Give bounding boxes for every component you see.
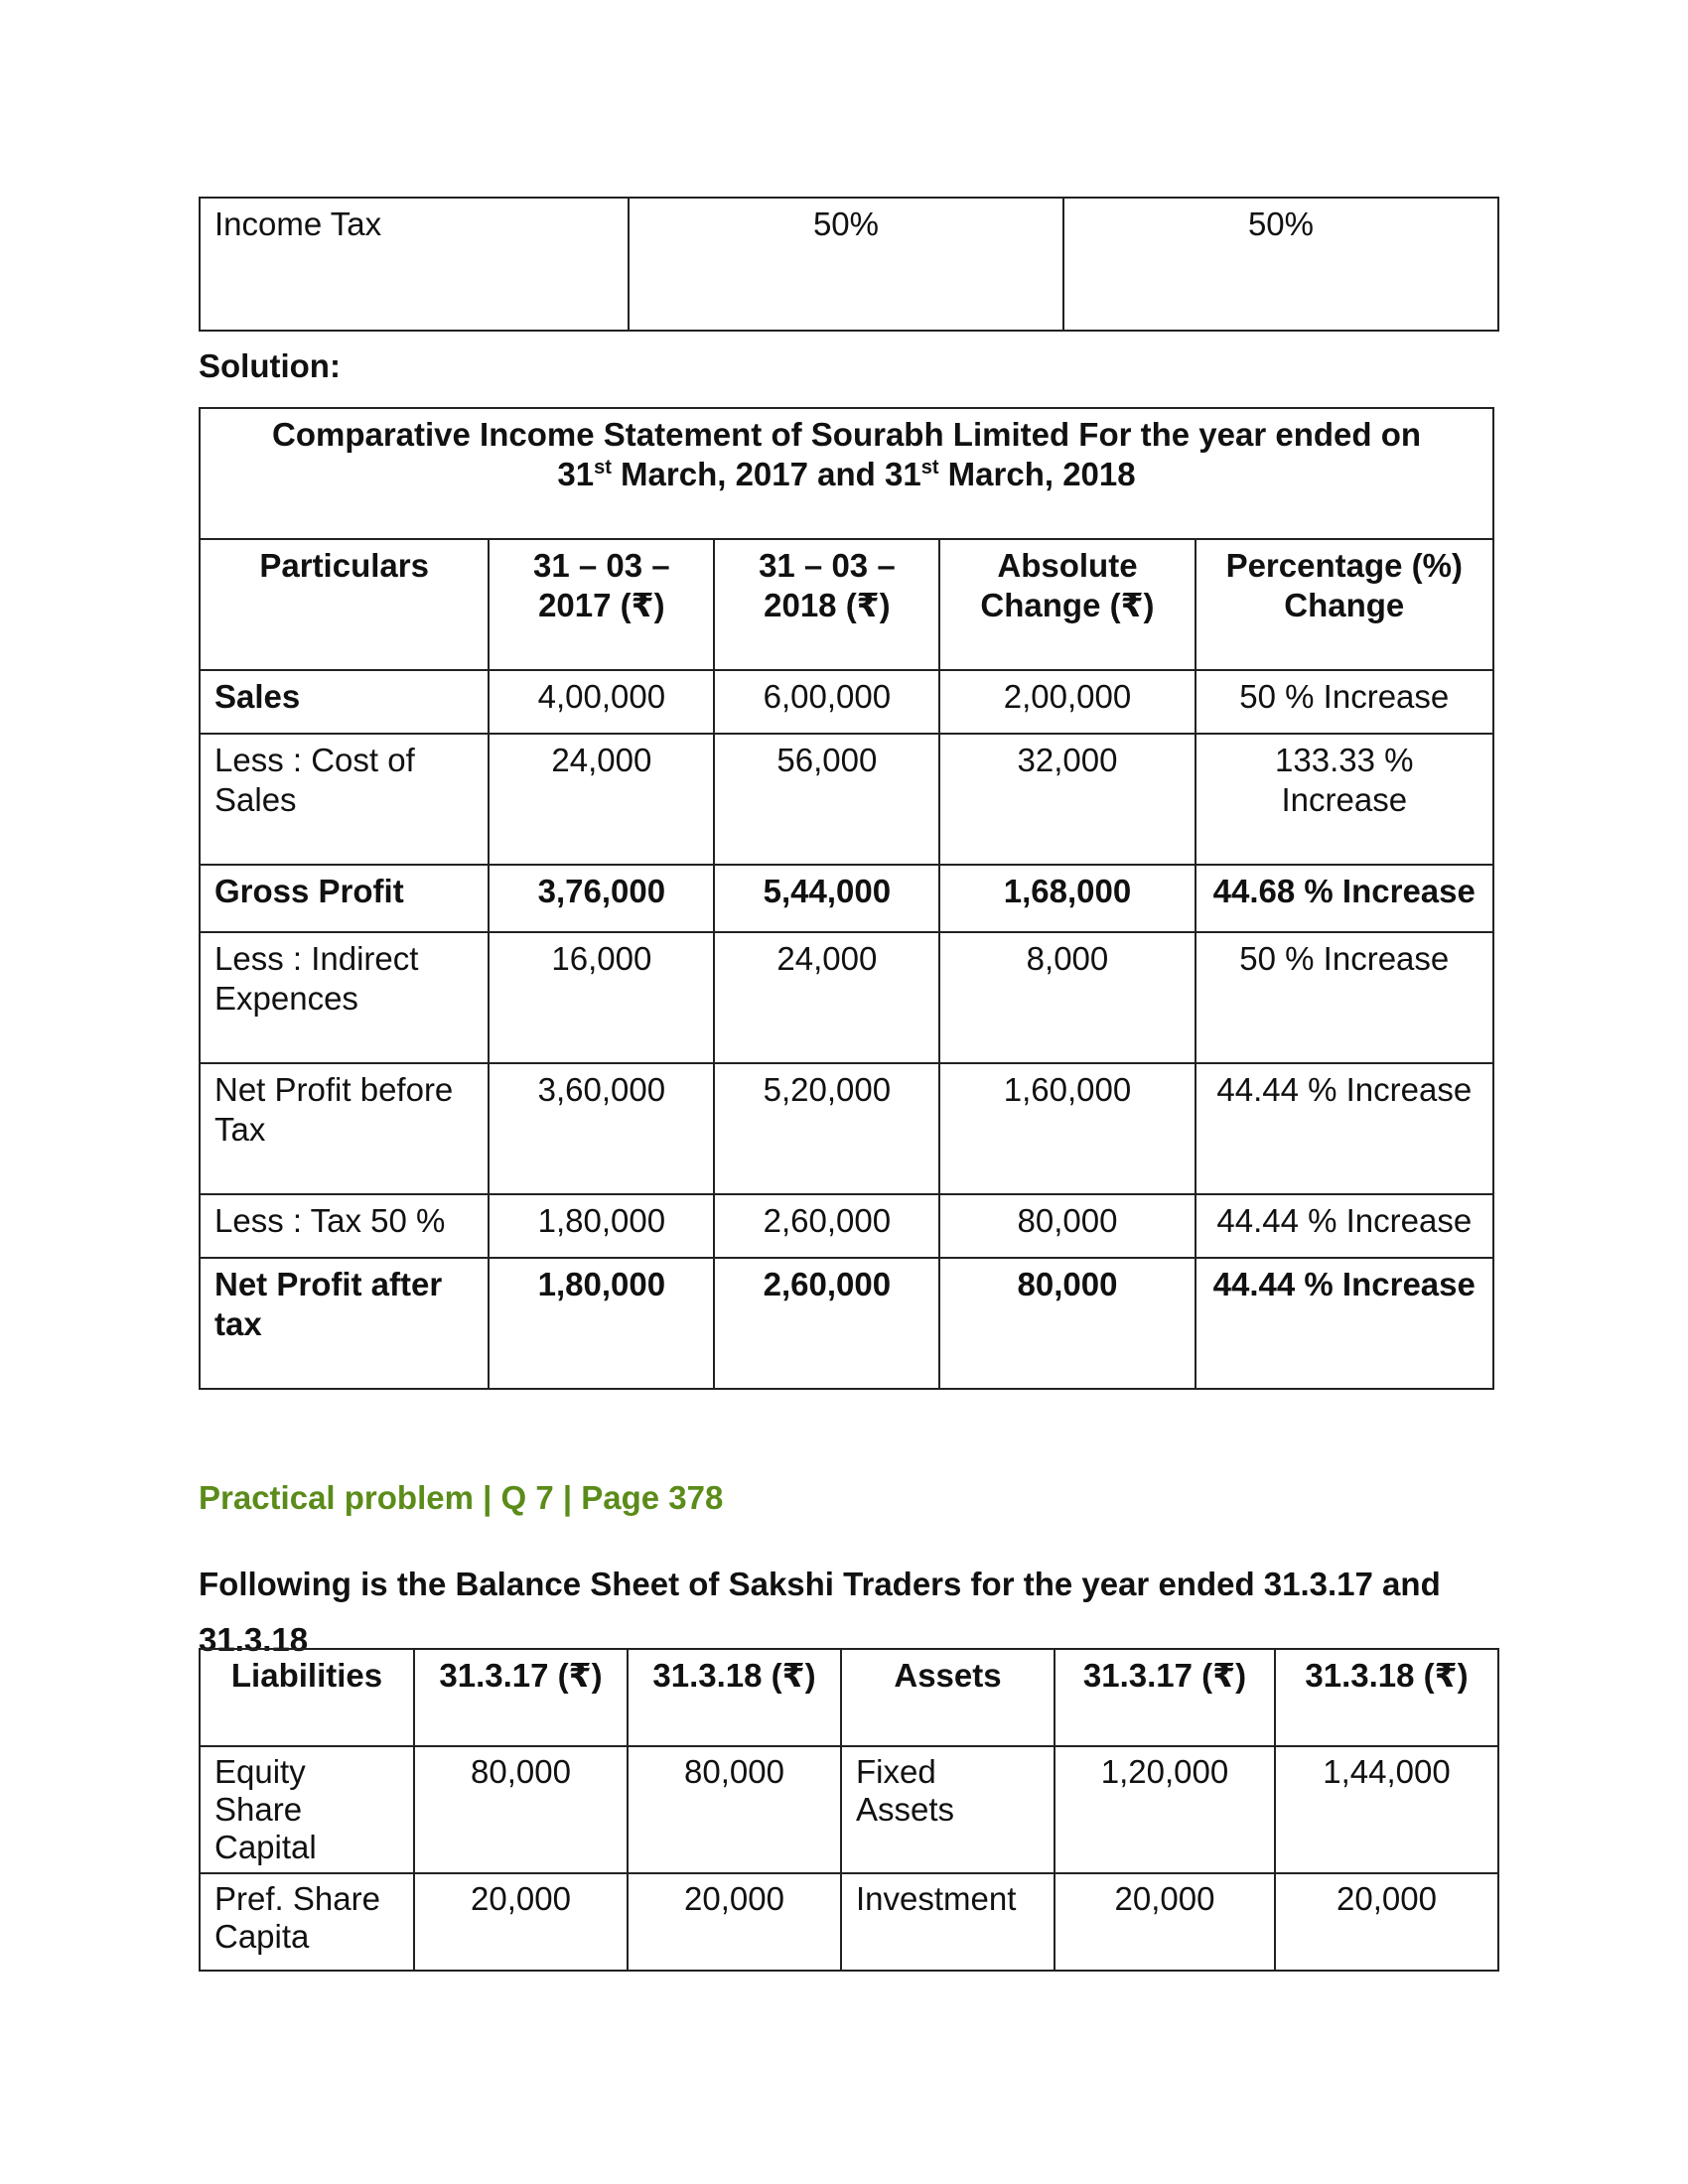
- table-row: [200, 932, 1493, 1063]
- intro-text: Following is the Balance Sheet of Sakshi Traders for the year ended 31.3.17 and 31.3.18: [199, 1566, 1441, 1658]
- header-particulars: Particulars: [200, 539, 489, 670]
- table-row: [200, 865, 1493, 932]
- value-2018-cell: 24,000: [714, 932, 939, 1063]
- percentage-change-cell: 44.44 % Increase: [1196, 1258, 1493, 1389]
- asset-2017-cell: 20,000: [1055, 1873, 1275, 1971]
- table-row: [200, 1194, 1493, 1258]
- value-2017-cell: 4,00,000: [489, 670, 714, 734]
- header-percentage-change: Percentage (%) Change: [1196, 539, 1493, 670]
- particular-cell: Less : Indirect Expences: [200, 932, 489, 1063]
- absolute-change-cell: 1,68,000: [939, 865, 1195, 932]
- table-row: [200, 1258, 1493, 1389]
- absolute-change-cell: 1,60,000: [939, 1063, 1195, 1194]
- header-absolute-change: Absolute Change (₹): [939, 539, 1195, 670]
- header-row: [200, 1649, 1498, 1746]
- value-2018-cell: 5,44,000: [714, 865, 939, 932]
- percentage-change-cell: 50 % Increase: [1196, 670, 1493, 734]
- asset-2018-cell: 1,44,000: [1275, 1746, 1498, 1873]
- percentage-change-cell: 44.68 % Increase: [1196, 865, 1493, 932]
- header-liab-2018: 31.3.18 (₹): [628, 1649, 841, 1746]
- income-statement-table: [199, 407, 1494, 1390]
- value-2017-cell: 1,80,000: [489, 1194, 714, 1258]
- header-2018: 31 – 03 – 2018 (₹): [714, 539, 939, 670]
- particular-cell: Less : Tax 50 %: [200, 1194, 489, 1258]
- header-assets: Assets: [841, 1649, 1055, 1746]
- particular-cell: Sales: [200, 670, 489, 734]
- income-tax-table: [199, 197, 1499, 332]
- practical-heading: Practical problem | Q 7 | Page 378: [199, 1479, 724, 1516]
- value-2017-cell: 3,60,000: [489, 1063, 714, 1194]
- percentage-change-cell: 44.44 % Increase: [1196, 1063, 1493, 1194]
- table-title-row: [200, 408, 1493, 539]
- percentage-change-cell: 133.33 % Increase: [1196, 734, 1493, 865]
- value-2017-cell: 24,000: [489, 734, 714, 865]
- table-row: [200, 1873, 1498, 1971]
- liab-2017-cell: 80,000: [414, 1746, 628, 1873]
- particular-cell: Net Profit before Tax: [200, 1063, 489, 1194]
- header-2017: 31 – 03 – 2017 (₹): [489, 539, 714, 670]
- value-2017-cell: 16,000: [489, 932, 714, 1063]
- absolute-change-cell: 80,000: [939, 1258, 1195, 1389]
- header-liab-2017: 31.3.17 (₹): [414, 1649, 628, 1746]
- particular-cell: Less : Cost of Sales: [200, 734, 489, 865]
- table-title: [200, 408, 1493, 539]
- value-2018-cell: 5,20,000: [714, 1063, 939, 1194]
- value-2017-cell: 3,76,000: [489, 865, 714, 932]
- particular-cell: Gross Profit: [200, 865, 489, 932]
- value-2018-cell: 2,60,000: [714, 1258, 939, 1389]
- absolute-change-cell: 8,000: [939, 932, 1195, 1063]
- table-row: [200, 198, 1498, 331]
- percentage-change-cell: 50 % Increase: [1196, 932, 1493, 1063]
- value-2017-cell: 1,80,000: [489, 1258, 714, 1389]
- header-liabilities: Liabilities: [200, 1649, 414, 1746]
- asset-cell: Fixed Assets: [841, 1746, 1055, 1873]
- title-line-2: 31st March, 2017 and 31st March, 2018: [557, 456, 1136, 492]
- percentage-change-cell: 44.44 % Increase: [1196, 1194, 1493, 1258]
- income-body: [200, 670, 1493, 1389]
- tax-label: Income Tax: [200, 198, 629, 331]
- header-assets-2017: 31.3.17 (₹): [1055, 1649, 1275, 1746]
- header-assets-2018: 31.3.18 (₹): [1275, 1649, 1498, 1746]
- absolute-change-cell: 2,00,000: [939, 670, 1195, 734]
- value-2018-cell: 6,00,000: [714, 670, 939, 734]
- liab-2018-cell: 20,000: [628, 1873, 841, 1971]
- value-2018-cell: 2,60,000: [714, 1194, 939, 1258]
- value-2018-cell: 56,000: [714, 734, 939, 865]
- absolute-change-cell: 80,000: [939, 1194, 1195, 1258]
- solution-label: Solution:: [199, 347, 341, 384]
- liab-2017-cell: 20,000: [414, 1873, 628, 1971]
- liability-cell: Pref. Share Capita: [200, 1873, 414, 1971]
- table-row: [200, 1063, 1493, 1194]
- asset-2017-cell: 1,20,000: [1055, 1746, 1275, 1873]
- title-line-1: Comparative Income Statement of Sourabh Limited For the year ended on: [271, 416, 1422, 453]
- table-row: [200, 1746, 1498, 1873]
- liab-2018-cell: 80,000: [628, 1746, 841, 1873]
- asset-2018-cell: 20,000: [1275, 1873, 1498, 1971]
- balance-sheet-body: [200, 1746, 1498, 1971]
- liability-cell: Equity Share Capital: [200, 1746, 414, 1873]
- absolute-change-cell: 32,000: [939, 734, 1195, 865]
- asset-cell: Investment: [841, 1873, 1055, 1971]
- tax-2018: 50%: [1063, 198, 1498, 331]
- tax-2017: 50%: [629, 198, 1063, 331]
- table-row: [200, 734, 1493, 865]
- header-row: [200, 539, 1493, 670]
- table-row: [200, 670, 1493, 734]
- balance-sheet-table: [199, 1648, 1499, 1972]
- particular-cell: Net Profit after tax: [200, 1258, 489, 1389]
